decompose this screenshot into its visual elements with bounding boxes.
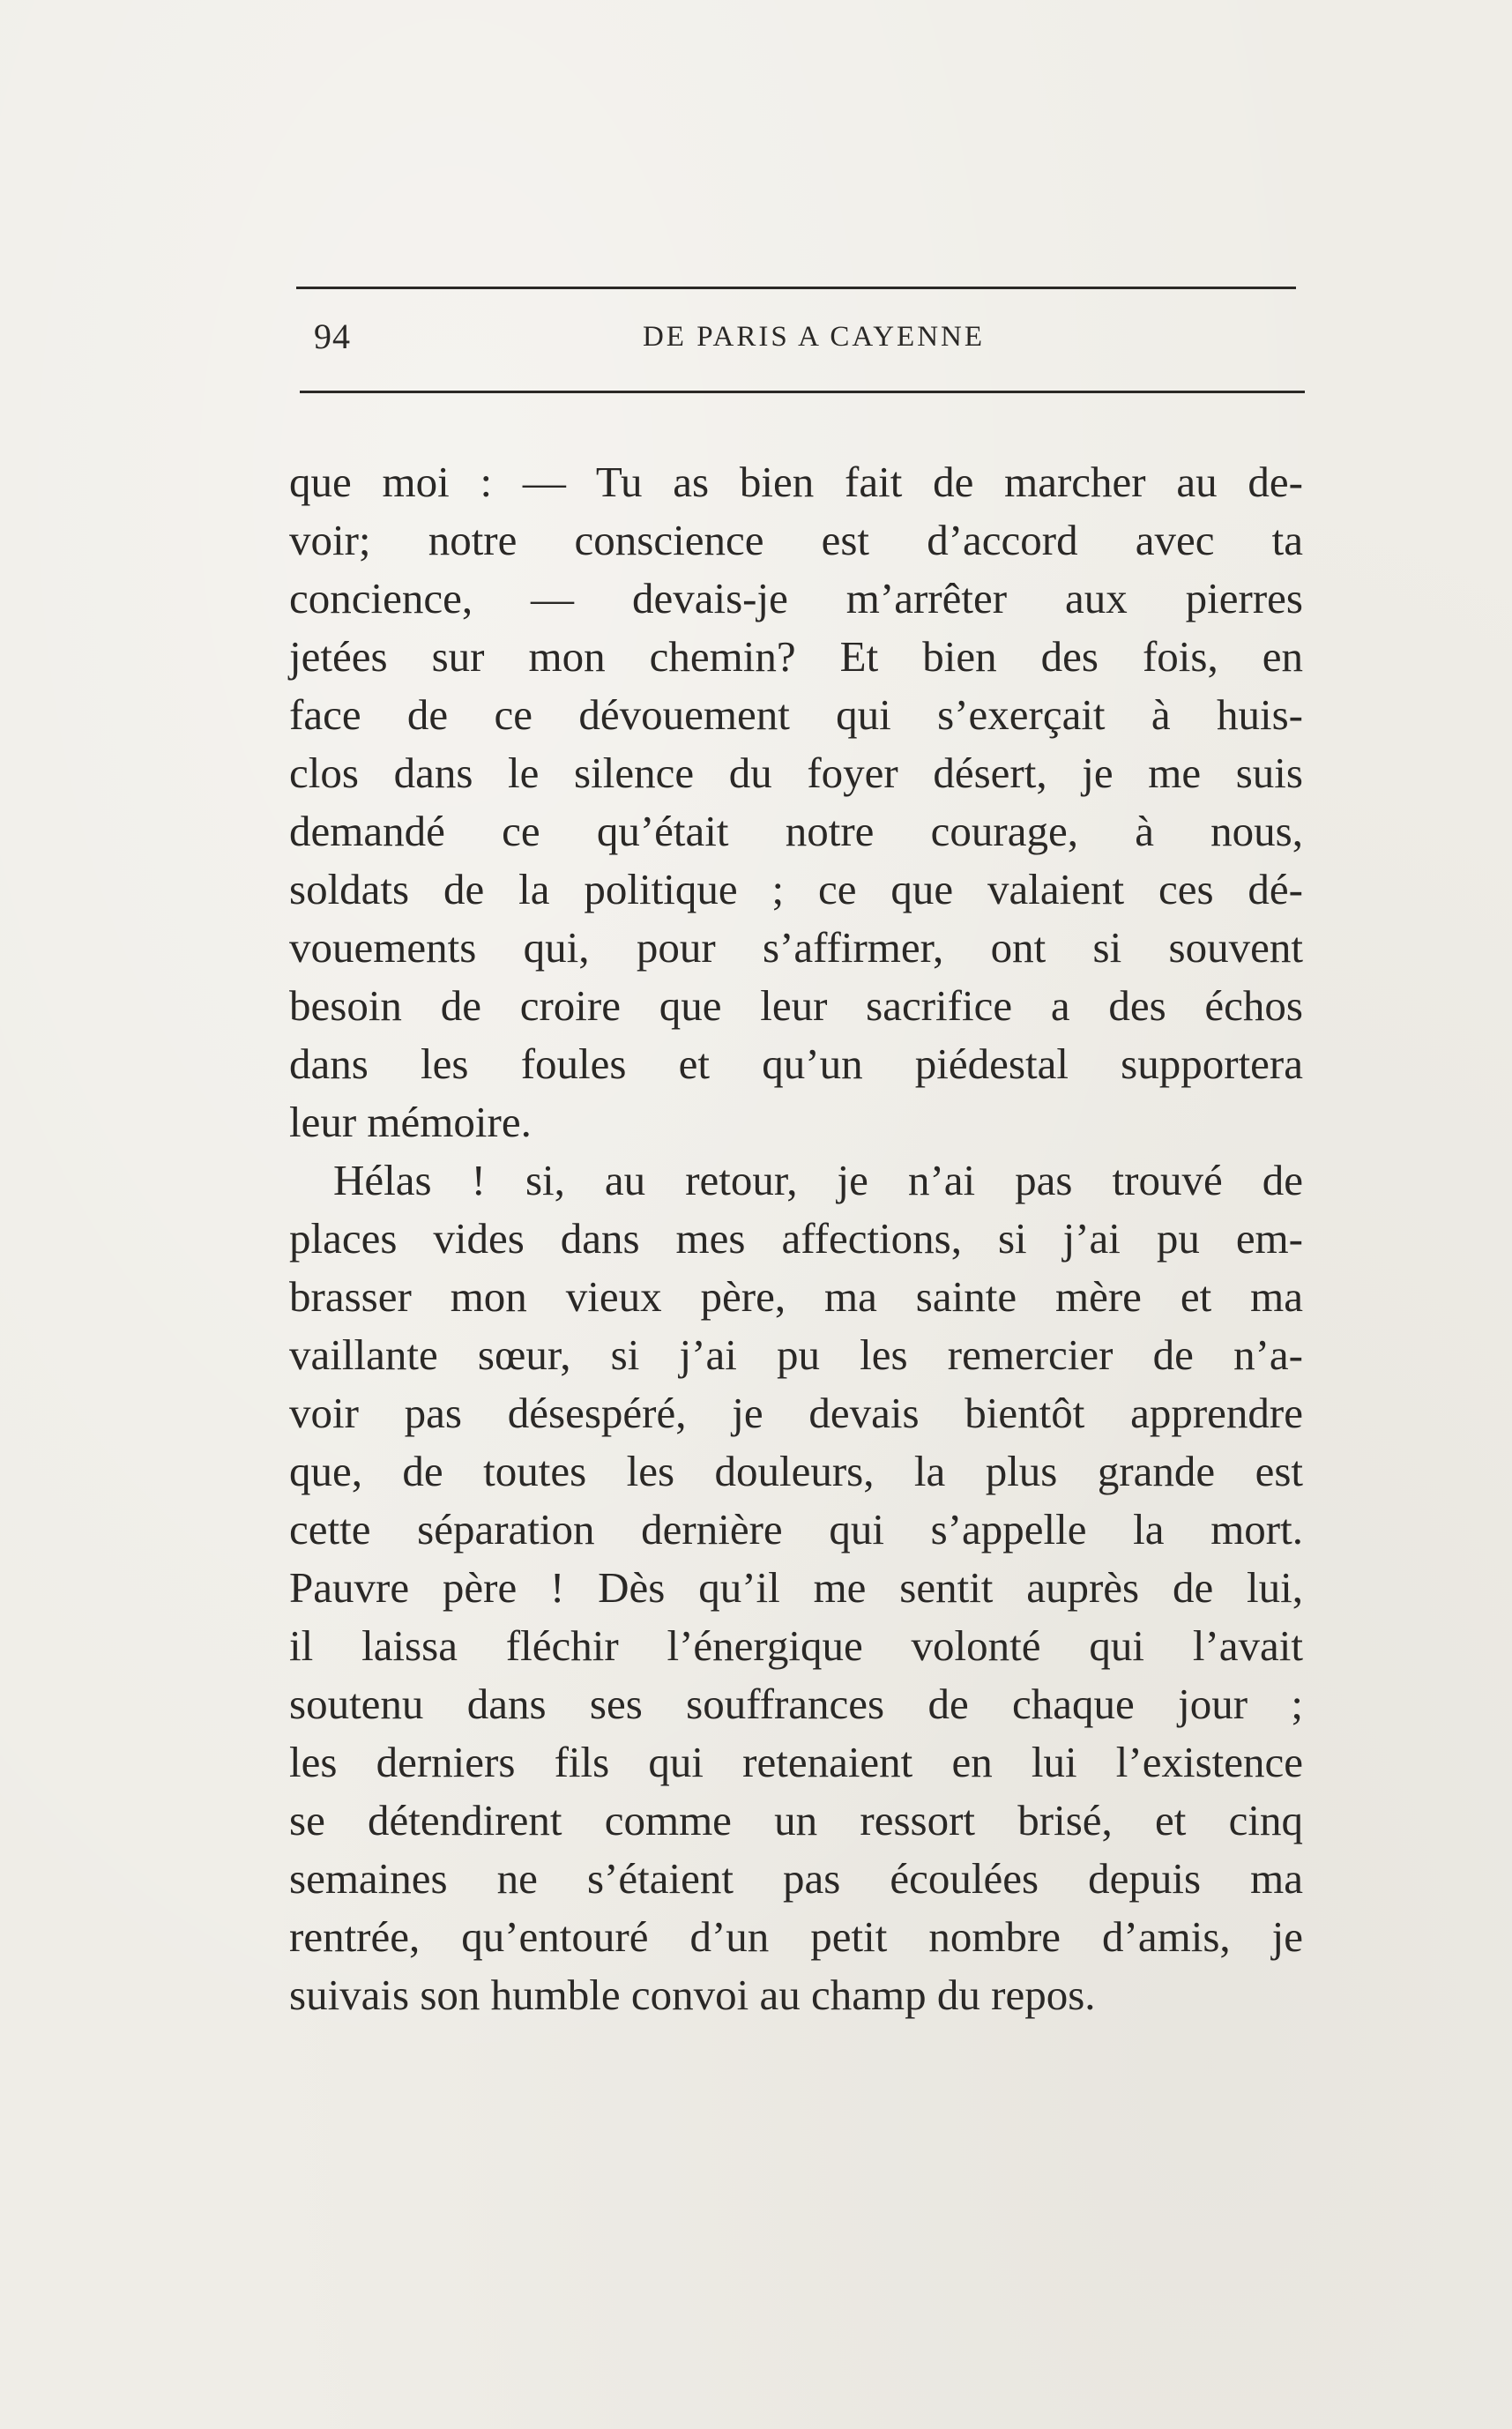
text-line: Hélas ! si, au retour, je n’ai pas trouvé de	[333, 1156, 1303, 1204]
text-line: besoin de croire que leur sacrifice a des échos	[289, 981, 1303, 1030]
text-line: cette séparation dernière qui s’appelle la mort.	[289, 1505, 1303, 1554]
text-line: Pauvre père ! Dès qu’il me sentit auprès de lui,	[289, 1563, 1303, 1612]
header-rule-top	[296, 287, 1296, 289]
running-title: DE PARIS A CAYENNE	[642, 321, 986, 353]
text-line: que, de toutes les douleurs, la plus grande est	[289, 1447, 1303, 1495]
text-line: semaines ne s’étaient pas écoulées depuis ma	[289, 1854, 1303, 1903]
text-line: soldats de la politique ; ce que valaient ces dé-	[289, 865, 1303, 913]
text-line: leur mémoire.	[289, 1098, 532, 1146]
text-line: demandé ce qu’était notre courage, à nous,	[289, 807, 1303, 855]
text-line: voir pas désespéré, je devais bientôt apprendre	[289, 1389, 1303, 1437]
text-line: dans les foules et qu’un piédestal supportera	[289, 1039, 1303, 1088]
text-line: voir; notre conscience est d’accord avec ta	[289, 516, 1303, 564]
text-line: rentrée, qu’entouré d’un petit nombre d’amis, je	[289, 1912, 1303, 1961]
text-line: clos dans le silence du foyer désert, je me suis	[289, 749, 1303, 797]
body-text	[289, 453, 1303, 2024]
header-rule-bottom	[300, 391, 1305, 393]
text-line: jetées sur mon chemin? Et bien des fois, en	[289, 632, 1303, 681]
text-line: que moi : — Tu as bien fait de marcher au de-	[289, 458, 1303, 506]
text-line: vaillante sœur, si j’ai pu les remercier de n’a-	[289, 1330, 1303, 1379]
running-head	[296, 310, 1296, 363]
text-line: vouements qui, pour s’affirmer, ont si souvent	[289, 923, 1303, 972]
text-line: suivais son humble convoi au champ du repos.	[289, 1971, 1096, 2019]
text-line: soutenu dans ses souffrances de chaque jour ;	[289, 1680, 1303, 1728]
text-line: places vides dans mes affections, si j’ai pu em-	[289, 1214, 1303, 1263]
text-line: les derniers fils qui retenaient en lui l’existence	[289, 1738, 1303, 1786]
text-line: concience, — devais-je m’arrêter aux pierres	[289, 574, 1303, 622]
text-line: il laissa fléchir l’énergique volonté qui l’avait	[289, 1621, 1303, 1670]
text-line: brasser mon vieux père, ma sainte mère et ma	[289, 1272, 1303, 1321]
text-line: face de ce dévouement qui s’exerçait à huis-	[289, 690, 1303, 739]
text-line: se détendirent comme un ressort brisé, et cinq	[289, 1796, 1303, 1844]
page-number: 94	[314, 317, 351, 356]
